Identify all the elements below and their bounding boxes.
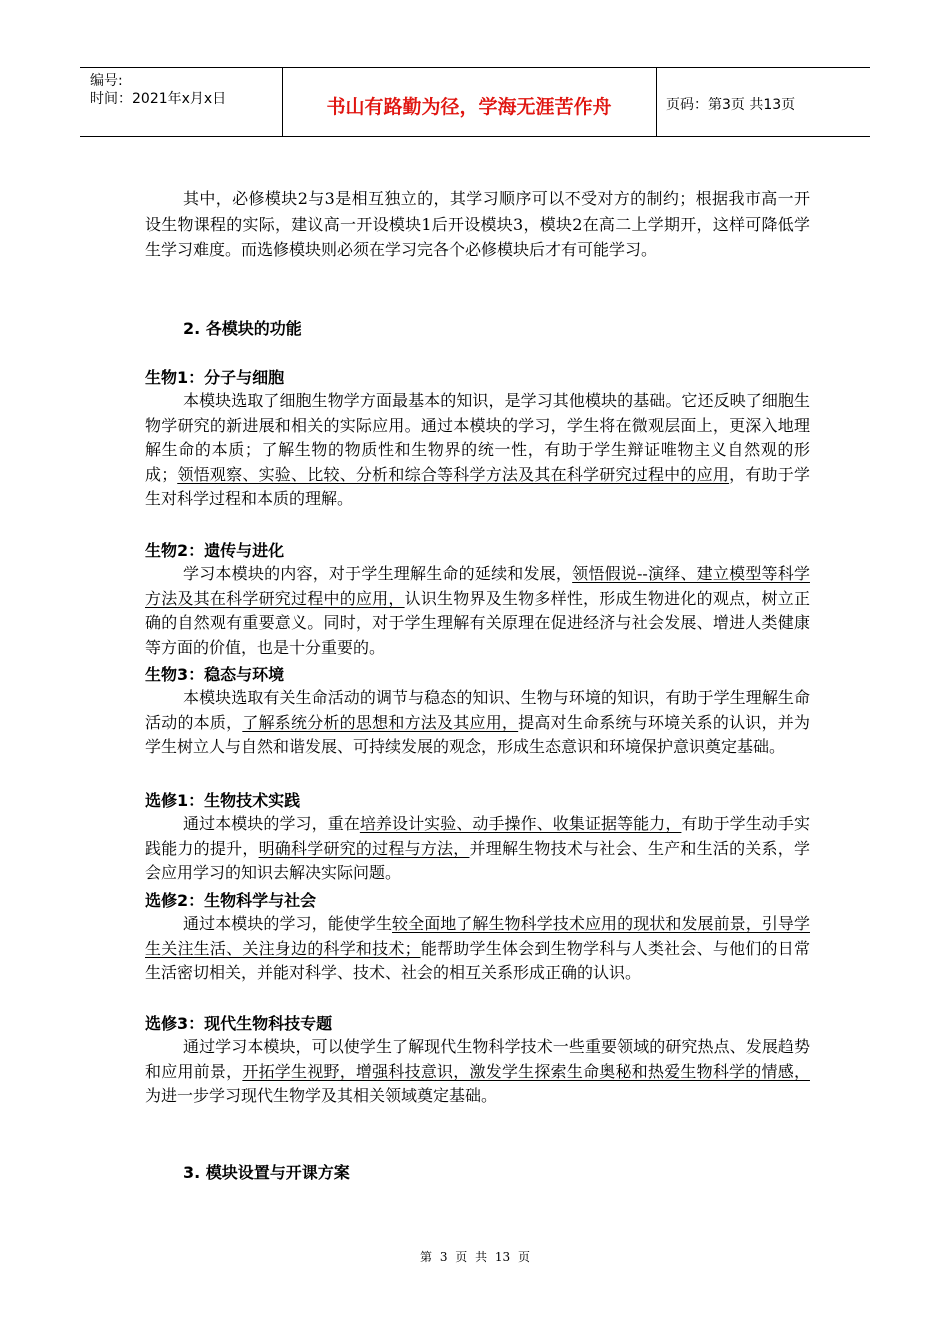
module-description: 学习本模块的内容，对于学生理解生命的延续和发展，领悟假说--演绎、建立模型等科学方法及其在科学研究过程中的应用，认识生物界及生物多样性，形成生物进化的观点，树立正确的自然观有重要意义。同时，对于学生理解有关原理在促进经济与社会发展、增进人类健康等方面的价值，也是十分重要的。 <box>145 564 810 657</box>
module-description: 通过本模块的学习，能使学生较全面地了解生物科学技术应用的现状和发展前景，引导学生关注生活、关注身边的科学和技术；能帮助学生体会到生物学科与人类社会、与他们的日常生活密切相关，并能对科学、技术、社会的相互关系形成正确的认识。 <box>145 914 810 983</box>
header-meta <box>90 72 226 108</box>
header-page-info: 页码：第3页 共13页 <box>666 97 796 113</box>
highlighted-text: 开拓学生视野，增强科技意识，激发学生探索生命奥秘和热爱生物科学的情感， <box>242 1061 810 1081</box>
highlighted-text: 领悟假说--演绎、建立模型等科学方法及其在科学研究过程中的应用， <box>145 564 810 608</box>
section-2-title: 2. 各模块的功能 <box>183 319 302 338</box>
highlighted-text: 明确科学研究的过程与方法， <box>258 838 470 858</box>
highlighted-text: 了解系统分析的思想和方法及其应用， <box>242 712 519 732</box>
highlighted-text: 培养设计实验、动手操作、收集证据等能力， <box>359 814 682 833</box>
header-motto: 书山有路勤为径，学海无涯苦作舟 <box>326 96 612 118</box>
module-title: 选修3：现代生物科技专题 <box>145 1014 333 1033</box>
time-label: 时间：2021年x月x日 <box>90 91 227 107</box>
intro-paragraph: 其中，必修模块2与3是相互独立的，其学习顺序可以不受对方的制约；根据我市高一开设生物课程的实际，建议高一开设模块1后开设模块3，模块2在高二上学期开，这样可降低学生学习难度。而选修模块则必须在学习完各个必修模块后才有可能学习。 <box>145 189 810 259</box>
module-title: 生物1：分子与细胞 <box>145 368 285 387</box>
highlighted-text: 领悟观察、实验、比较、分析和综合等科学方法及其在科学研究过程中的应用 <box>177 464 730 484</box>
module-description: 通过学习本模块，可以使学生了解现代生物科学技术一些重要领域的研究热点、发展趋势和应用前景，开拓学生视野，增强科技意识，激发学生探索生命奥秘和热爱生物科学的情感，为进一步学习现代生物学及其相关领域奠定基础。 <box>145 1037 810 1106</box>
module-title: 选修2：生物科学与社会 <box>145 891 317 910</box>
section-3-title: 3. 模块设置与开课方案 <box>183 1163 350 1182</box>
module-title: 生物3：稳态与环境 <box>145 665 285 684</box>
module-title: 选修1：生物技术实践 <box>145 791 301 810</box>
module-description: 本模块选取有关生命活动的调节与稳态的知识、生物与环境的知识，有助于学生理解生命活动的本质，了解系统分析的思想和方法及其应用，提高对生命系统与环境关系的认识，并为学生树立人与自然和谐发展、可持续发展的观念，形成生态意识和环境保护意识奠定基础。 <box>145 688 810 757</box>
number-label: 编号: <box>90 73 123 89</box>
highlighted-text: 较全面地了解生物科学技术应用的现状和发展前景，引导学生关注生活、关注身边的科学和技术； <box>145 914 810 958</box>
page-header <box>80 67 870 137</box>
module-description: 本模块选取了细胞生物学方面最基本的知识，是学习其他模块的基础。它还反映了细胞生物学研究的新进展和相关的实际应用。通过本模块的学习，学生将在微观层面上，更深入地理解生命的本质；了解生物的物质性和生物界的统一性，有助于学生辩证唯物主义自然观的形成；领悟观察、实验、比较、分析和综合等科学方法及其在科学研究过程中的应用，有助于学生对科学过程和本质的理解。 <box>145 391 810 509</box>
page-footer: 第 3 页 共 13 页 <box>420 1250 530 1264</box>
module-title: 生物2：遗传与进化 <box>145 541 285 560</box>
header-divider <box>656 68 657 136</box>
module-description: 通过本模块的学习，重在培养设计实验、动手操作、收集证据等能力，有助于学生动手实践能力的提升，明确科学研究的过程与方法，并理解生物技术与社会、生产和生活的关系，学会应用学习的知识去解决实际问题。 <box>145 814 810 883</box>
